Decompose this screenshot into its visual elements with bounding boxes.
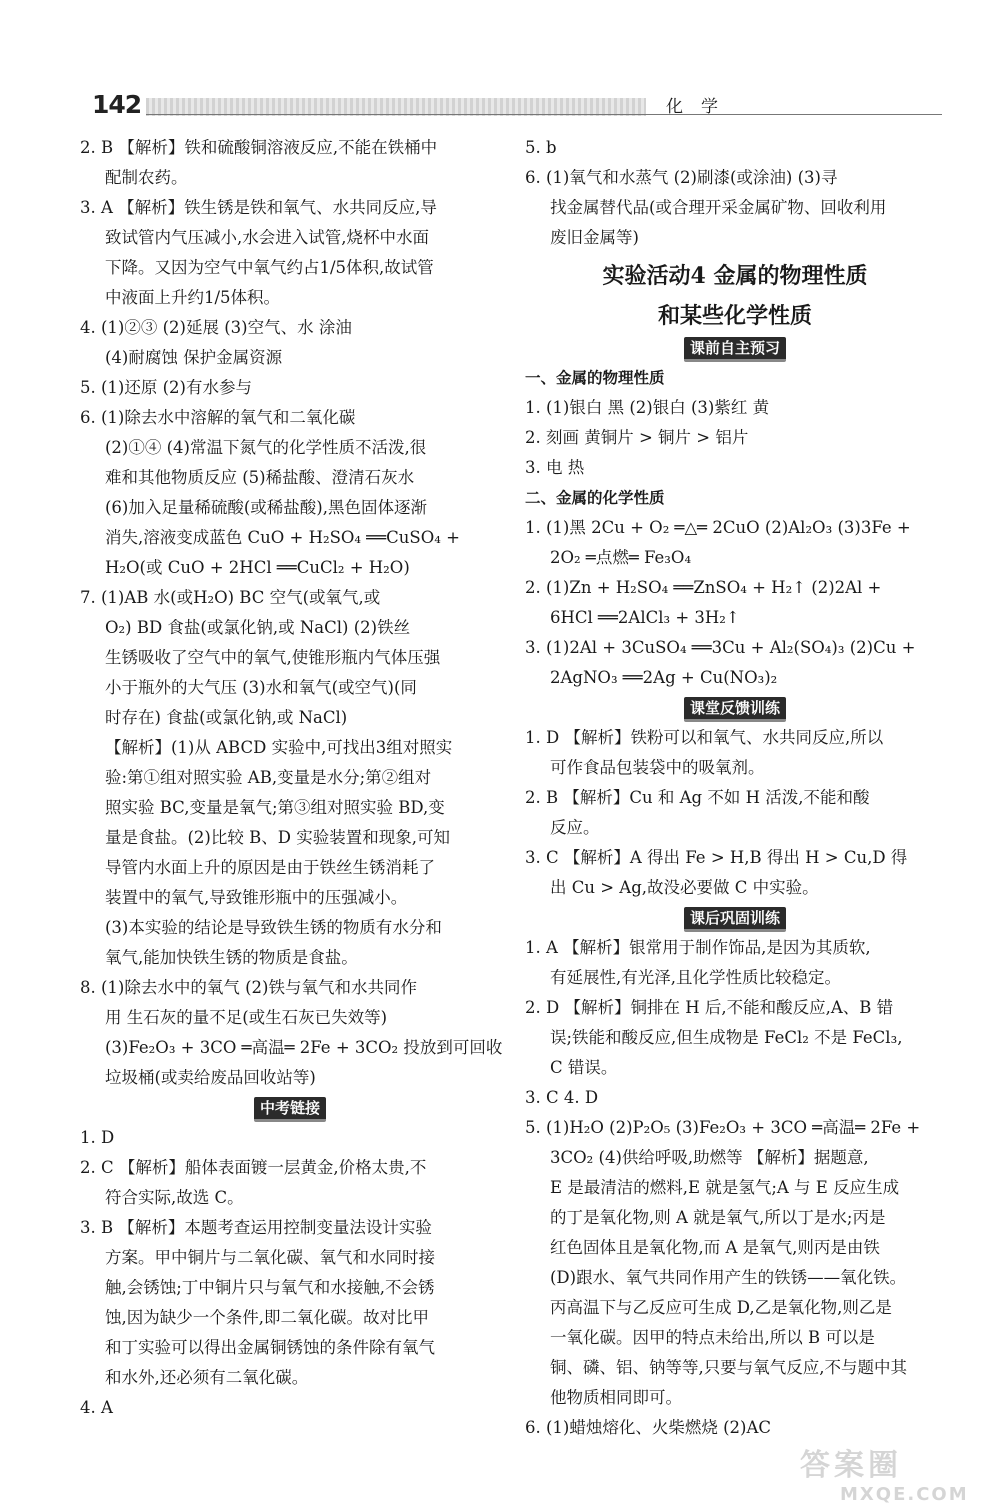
answer-line: 生锈吸收了空气中的氧气,使锥形瓶内气体压强 [105,648,441,667]
answer-line: (2)①④ (4)常温下氮气的化学性质不活泼,很 [105,438,427,457]
answer-line: O₂) BD 食盐(或氯化钠,或 NaCl) (2)铁丝 [105,618,411,637]
answer-line: 2. B 【解析】铁和硫酸铜溶液反应,不能在铁桶中 [80,138,438,157]
answer-line: 1. D [80,1128,115,1147]
answer-line: 废旧金属等) [550,228,639,247]
answer-line: C 错误。 [550,1058,618,1077]
answer-line: 致试管内气压减小,水会进入试管,烧杯中水面 [105,228,429,247]
answer-line: 【解析】(1)从 ABCD 实验中,可找出3组对照实 [105,738,453,757]
activity-title: 和某些化学性质 [657,303,812,329]
answer-line: 触,会锈蚀;丁中铜片只与氧气和水接触,不会锈 [105,1278,435,1297]
answer-line: 2. D 【解析】铜排在 H 后,不能和酸反应,A、B 错 [525,998,894,1017]
answer-line: 红色固体且是氧化物,而 A 是氧气,则丙是由铁 [550,1238,880,1257]
answer-line: 4. A [80,1398,113,1417]
answer-line: 8. (1)除去水中的氧气 (2)铁与氧气和水共同作 [80,978,417,997]
answer-line: 时存在) 食盐(或氯化钠,或 NaCl) [105,708,348,727]
answer-line: 蚀,因为缺少一个条件,即二氧化碳。故对比甲 [105,1308,429,1327]
left-column [80,133,503,1423]
answer-line: (3)本实验的结论是导致铁生锈的物质有水分和 [105,918,442,937]
section-banner: 课前自主预习 [684,337,786,362]
section-heading: 二、金属的化学性质 [525,489,665,507]
answer-line: 用 生石灰的量不足(或生石灰已失效等) [105,1008,388,1027]
answer-line: 小于瓶外的大气压 (3)水和氧气(或空气)(同 [105,678,417,697]
answer-line: E 是最清洁的燃料,E 就是氢气;A 与 E 反应生成 [550,1178,900,1197]
answer-line: 5. (1)还原 (2)有水参与 [80,378,252,397]
section-banner: 课堂反馈训练 [684,697,786,722]
answer-line: 2AgNO₃ ══2Ag + Cu(NO₃)₂ [550,668,778,687]
answer-line: 和水外,还必须有二氧化碳。 [105,1368,309,1387]
section-banner-wrap [80,1093,500,1123]
answer-line: 出 Cu > Ag,故没必要做 C 中实验。 [550,878,819,897]
watermark-url: MXQE.COM [840,1484,969,1505]
answer-line: 丙高温下与乙反应可生成 D,乙是氧化物,则乙是 [550,1298,892,1317]
activity-title: 实验活动4 金属的物理性质 [602,263,868,289]
section-banner: 课后巩固训练 [684,907,786,932]
right-column [525,133,945,1443]
answer-line: 导管内水面上升的原因是由于铁丝生锈消耗了 [105,858,435,877]
answer-line: 3. C 4. D [525,1088,599,1107]
answer-line: 5. (1)H₂O (2)P₂O₅ (3)Fe₂O₃ + 3CO ═高温═ 2Fe + [525,1118,921,1137]
answer-line: (4)耐腐蚀 保护金属资源 [105,348,283,367]
answer-line: 6. (1)氧气和水蒸气 (2)刷漆(或涂油) (3)寻 [525,168,838,187]
subject-title: 化学 [666,97,736,117]
answer-line: 下降。又因为空气中氧气约占1/5体积,故试管 [105,258,434,277]
answer-line: 5. b [525,138,557,157]
answer-line: 的丁是氧化物,则 A 就是氧气,所以丁是水;丙是 [550,1208,886,1227]
answer-line: 2. 刻画 黄铜片 > 铜片 > 铝片 [525,428,749,447]
section-banner-wrap [525,903,945,933]
answer-line: 找金属替代品(或合理开采金属矿物、回收利用 [550,198,887,217]
answer-line: 7. (1)AB 水(或H₂O) BC 空气(或氧气,或 [80,588,381,607]
answer-line: 2. B 【解析】Cu 和 Ag 不如 H 活泼,不能和酸 [525,788,870,807]
answer-line: 方案。甲中铜片与二氧化碳、氧气和水同时接 [105,1248,435,1267]
watermark [800,1440,970,1505]
answer-line: 1. D 【解析】铁粉可以和氧气、水共同反应,所以 [525,728,884,747]
answer-line: 验:第①组对照实验 AB,变量是水分;第②组对 [105,768,432,787]
answer-line: 有延展性,有光泽,且化学性质比较稳定。 [550,968,841,987]
section-banner-wrap [525,693,945,723]
header-rule [146,114,942,115]
answer-line: 1. (1)黑 2Cu + O₂ ═△═ 2CuO (2)Al₂O₃ (3)3Fe + [525,518,911,537]
section-heading: 一、金属的物理性质 [525,369,665,387]
answer-line: 3CO₂ (4)供给呼吸,助燃等 【解析】据题意, [550,1148,869,1167]
answer-line: 2. (1)Zn + H₂SO₄ ══ZnSO₄ + H₂↑ (2)2Al + [525,578,882,597]
answer-line: 难和其他物质反应 (5)稀盐酸、澄清石灰水 [105,468,415,487]
answer-line: 6. (1)除去水中溶解的氧气和二氧化碳 [80,408,356,427]
answer-line: (D)跟水、氧气共同作用产生的铁锈——氧化铁。 [550,1268,907,1287]
watermark-logo-text: 答案圈 [800,1448,902,1483]
answer-line: 4. (1)②③ (2)延展 (3)空气、水 涂油 [80,318,352,337]
answer-line: 垃圾桶(或卖给废品回收站等) [105,1068,316,1087]
answer-line: 3. (1)2Al + 3CuSO₄ ══3Cu + Al₂(SO₄)₃ (2)Cu + [525,638,916,657]
answer-line: 2O₂ ═点燃═ Fe₃O₄ [550,548,692,567]
answer-line: 3. 电 热 [525,458,585,477]
answer-line: 误;铁能和酸反应,但生成物是 FeCl₂ 不是 FeCl₃, [550,1028,903,1047]
answer-line: (3)Fe₂O₃ + 3CO ═高温═ 2Fe + 3CO₂ 投放到可回收 [105,1038,503,1057]
answer-line: 3. B 【解析】本题考查运用控制变量法设计实验 [80,1218,432,1237]
answer-line: 可作食品包装袋中的吸氧剂。 [550,758,765,777]
answer-line: 3. A 【解析】铁生锈是铁和氧气、水共同反应,导 [80,198,437,217]
answer-line: 中液面上升约1/5体积。 [105,288,281,307]
answer-line: 氧气,能加快铁生锈的物质是食盐。 [105,948,358,967]
answer-line: 量是食盐。(2)比较 B、D 实验装置和现象,可知 [105,828,450,847]
answer-line: 1. A 【解析】银常用于制作饰品,是因为其质软, [525,938,871,957]
section-banner: 中考链接 [254,1097,326,1122]
answer-line: H₂O(或 CuO + 2HCl ══CuCl₂ + H₂O) [105,558,410,577]
answer-line: 照实验 BC,变量是氧气;第③组对照实验 BD,变 [105,798,445,817]
answer-line: 和丁实验可以得出金属铜锈蚀的条件除有氧气 [105,1338,435,1357]
answer-line: 1. (1)银白 黑 (2)银白 (3)紫红 黄 [525,398,770,417]
answer-line: 3. C 【解析】A 得出 Fe > H,B 得出 H > Cu,D 得 [525,848,908,867]
answer-line: 反应。 [550,818,600,837]
answer-line: 消失,溶液变成蓝色 CuO + H₂SO₄ ══CuSO₄ + [105,528,460,547]
answer-line: 配制农药。 [105,168,188,187]
answer-line: 他物质相同即可。 [550,1388,682,1407]
page-header [0,88,1000,124]
answer-line: 6HCl ══2AlCl₃ + 3H₂↑ [550,608,740,627]
answer-line: 6. (1)蜡烛熔化、火柴燃烧 (2)AC [525,1418,772,1437]
answer-line: 一氧化碳。因甲的特点未给出,所以 B 可以是 [550,1328,875,1347]
section-banner-wrap [525,333,945,363]
answer-line: 铜、磷、铝、钠等等,只要与氧气反应,不与题中其 [550,1358,907,1377]
page-number: 142 [92,90,142,119]
answer-line: 2. C 【解析】船体表面镀一层黄金,价格太贵,不 [80,1158,427,1177]
answer-line: 符合实际,故选 C。 [105,1188,244,1207]
answer-line: (6)加入足量稀硫酸(或稀盐酸),黑色固体逐渐 [105,498,427,517]
answer-line: 装置中的氧气,导致锥形瓶中的压强减小。 [105,888,408,907]
